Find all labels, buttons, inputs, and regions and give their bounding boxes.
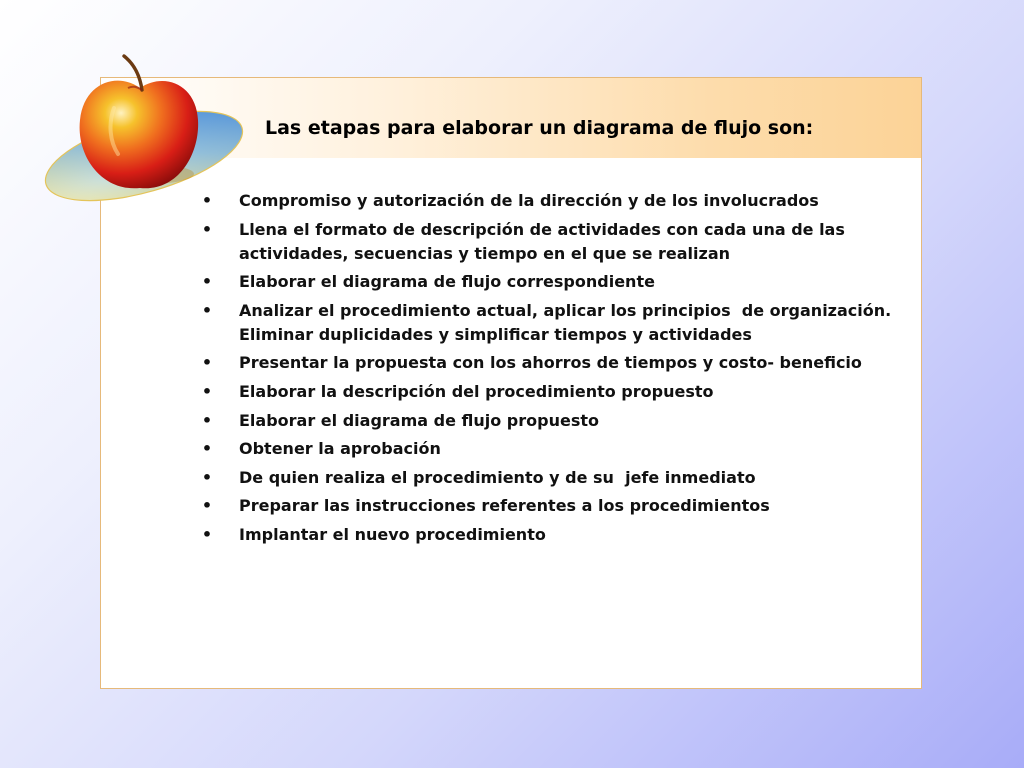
bullet-icon: • <box>201 381 213 401</box>
list-item-text: Compromiso y autorización de la dirección y de los involucrados <box>239 191 819 210</box>
list-item <box>201 494 901 518</box>
bullet-icon: • <box>201 439 213 459</box>
list-item <box>201 523 901 547</box>
list-item-text: Obtener la aprobación <box>239 439 441 459</box>
list-item-text: Elaborar la descripción del procedimiento propuesto <box>239 381 714 401</box>
list-item <box>201 437 901 461</box>
apple-on-plate-icon <box>36 46 266 206</box>
list-item <box>201 270 901 294</box>
slide-title: Las etapas para elaborar un diagrama de flujo son: <box>265 117 814 139</box>
list-item-text: Preparar las instrucciones referentes a los procedimientos <box>239 496 770 516</box>
bullet-icon: • <box>201 272 213 292</box>
list-item <box>201 299 901 347</box>
bullet-icon: • <box>201 496 213 516</box>
bullet-icon: • <box>201 410 213 430</box>
list-item <box>201 466 901 490</box>
list-item-text: Presentar la propuesta con los ahorros de tiempos y costo- beneficio <box>239 353 862 373</box>
list-item-text: Implantar el nuevo procedimiento <box>239 524 546 544</box>
list-item <box>201 189 901 213</box>
bullet-list <box>201 189 901 552</box>
list-item <box>201 218 901 266</box>
bullet-icon: • <box>201 300 213 320</box>
bullet-icon: • <box>201 353 213 373</box>
bullet-icon: • <box>201 191 213 210</box>
list-item <box>201 409 901 433</box>
list-item-text: Elaborar el diagrama de flujo propuesto <box>239 410 599 430</box>
list-item-text: Elaborar el diagrama de flujo correspondiente <box>239 272 655 292</box>
list-item-text: Llena el formato de descripción de actividades con cada una de las actividades, secuencias y tiempo en el que se realizan <box>239 219 851 263</box>
list-item-text: De quien realiza el procedimiento y de su jefe inmediato <box>239 467 756 487</box>
bullet-icon: • <box>201 219 213 239</box>
list-item-text: Analizar el procedimiento actual, aplicar los principios de organización. Eliminar duplicidades y simplificar tiempos y actividades <box>239 300 897 344</box>
list-item <box>201 380 901 404</box>
bullet-icon: • <box>201 467 213 487</box>
list-item <box>201 351 901 375</box>
bullet-icon: • <box>201 524 213 544</box>
